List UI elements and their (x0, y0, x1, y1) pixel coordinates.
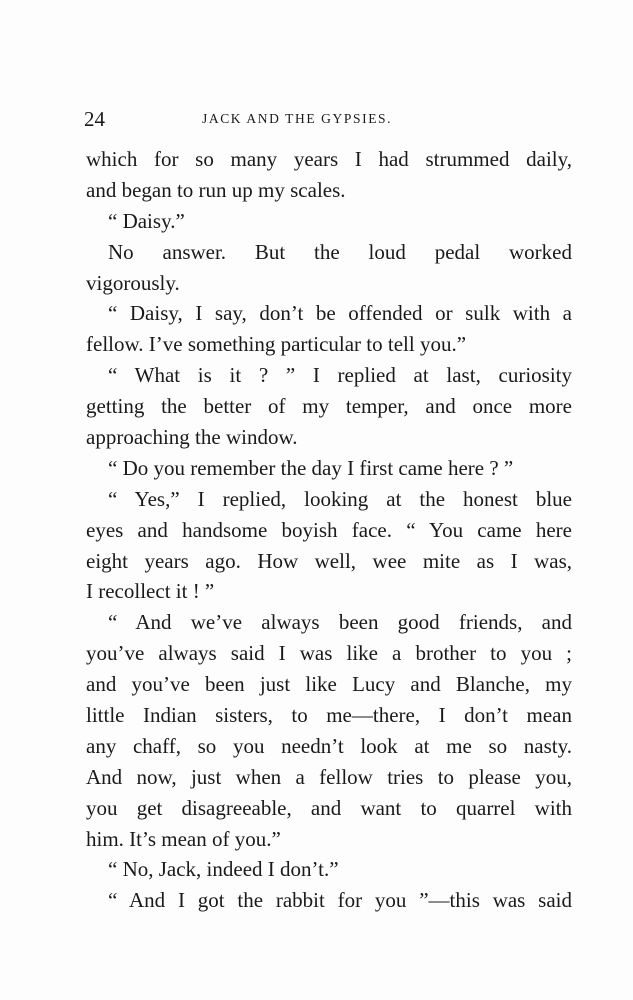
text-line: little Indian sisters, to me—there, I don’t mean (86, 703, 572, 728)
text-line: any chaff, so you needn’t look at me so nasty. (86, 733, 572, 758)
text-line: No answer. But the loud pedal worked (108, 239, 572, 264)
body-text (86, 144, 572, 916)
page-number: 24 (84, 107, 105, 131)
page-header (84, 106, 574, 132)
text-line: getting the better of my temper, and once more (86, 394, 572, 419)
text-line: and began to run up my scales. (86, 177, 346, 202)
text-line: “ No, Jack, indeed I don’t.” (108, 857, 339, 882)
text-line: And now, just when a fellow tries to please you, (86, 764, 572, 789)
text-line: him. It’s mean of you.” (86, 826, 281, 851)
text-line: eight years ago. How well, wee mite as I was, (86, 548, 572, 573)
text-line: fellow. I’ve something particular to tell you.” (86, 332, 467, 357)
text-line: “ And we’ve always been good friends, and (108, 610, 572, 635)
text-line: “ Do you remember the day I first came here ? ” (108, 455, 514, 480)
text-line: I recollect it ! ” (86, 579, 215, 604)
text-line: “ Daisy, I say, don’t be offended or sulk with a (108, 301, 572, 326)
text-line: and you’ve been just like Lucy and Blanche, my (86, 672, 572, 697)
text-line: approaching the window. (86, 425, 298, 450)
text-line: you get disagreeable, and want to quarrel with (86, 795, 572, 820)
text-line: “ Yes,” I replied, looking at the honest blue (108, 486, 572, 511)
running-title: JACK AND THE GYPSIES. (202, 111, 393, 126)
text-line: which for so many years I had strummed daily, (86, 147, 572, 171)
text-line: “ And I got the rabbit for you ”—this was said (108, 888, 572, 913)
text-line: eyes and handsome boyish face. “ You came here (86, 517, 572, 542)
text-line: vigorously. (86, 270, 180, 295)
text-line: “ Daisy.” (108, 208, 185, 233)
text-line: “ What is it ? ” I replied at last, curiosity (108, 363, 572, 388)
text-line: you’ve always said I was like a brother to you ; (86, 641, 572, 666)
